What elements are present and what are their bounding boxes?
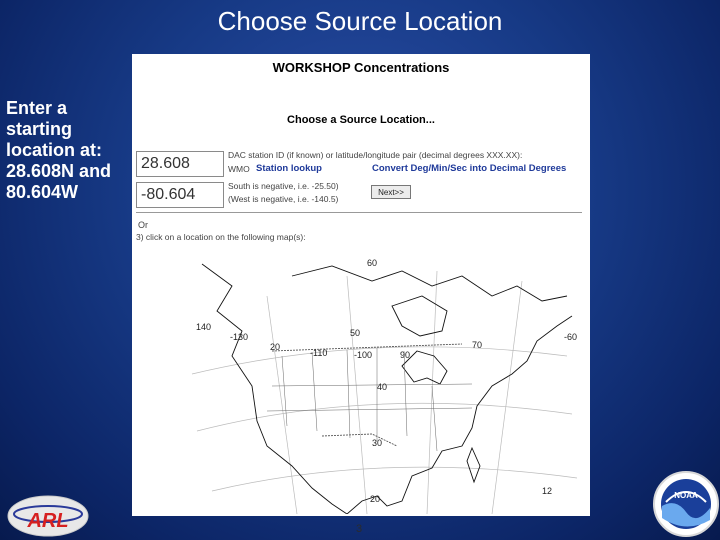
location-description: DAC station ID (if known) or latitude/longitude pair (decimal degrees XXX.XX): — [228, 150, 523, 160]
map-label-lat-60: 60 — [367, 258, 378, 268]
instruction-line: 28.608N and — [6, 161, 112, 181]
station-lookup-link[interactable]: Station lookup — [256, 163, 322, 174]
map-label-lon-110: -110 — [310, 348, 328, 358]
map-label-lat-50: 50 — [350, 328, 361, 338]
clickable-map[interactable] — [172, 256, 582, 514]
arl-logo — [6, 494, 90, 538]
web-form-panel — [132, 54, 590, 516]
instruction-line: starting — [6, 119, 73, 139]
map-label-lat-40: 40 — [377, 382, 388, 392]
map-hint: 3) click on a location on the following map(s): — [136, 232, 306, 242]
instruction-line: Enter a — [6, 98, 68, 118]
longitude-field[interactable]: -80.604 — [136, 182, 224, 208]
map-label-lat-30: 30 — [372, 438, 383, 448]
map-label-lon-70: 70 — [472, 340, 483, 350]
south-hint: South is negative, i.e. -25.50) — [228, 181, 339, 191]
north-america-map[interactable] — [172, 256, 582, 514]
arl-logo-text: ARL — [27, 510, 69, 532]
noaa-logo-text: NOAA — [674, 491, 698, 500]
instruction-note — [6, 98, 130, 203]
or-label: Or — [138, 220, 148, 230]
west-hint: (West is negative, i.e. -140.5) — [228, 194, 339, 204]
map-label-lon-100: -100 — [354, 350, 373, 360]
divider — [136, 212, 582, 213]
slide-title: Choose Source Location — [217, 6, 503, 36]
convert-degrees-link[interactable]: Convert Deg/Min/Sec into Decimal Degrees — [372, 163, 567, 174]
map-label-lat-20-bottom: 20 — [370, 494, 381, 504]
instruction-line: 80.604W — [6, 182, 79, 202]
latitude-field[interactable]: 28.608 — [136, 151, 224, 177]
map-label-lon-12: 12 — [542, 486, 553, 496]
map-label-lon-140: 140 — [196, 322, 212, 332]
next-button[interactable]: Next>> — [371, 185, 411, 199]
map-label-lon-90: 90 — [400, 350, 411, 360]
noaa-logo — [652, 468, 720, 540]
map-label-lon-130: -130 — [230, 332, 249, 342]
station-prefix: WMO — [228, 164, 250, 174]
page-number: 3 — [356, 523, 363, 535]
map-label-lon-60: -60 — [564, 332, 578, 342]
map-label-lat-20-left: 20 — [270, 342, 281, 352]
instruction-line: location at: — [6, 140, 103, 160]
panel-subheader: Choose a Source Location... — [287, 114, 435, 126]
panel-header: WORKSHOP Concentrations — [272, 60, 450, 75]
